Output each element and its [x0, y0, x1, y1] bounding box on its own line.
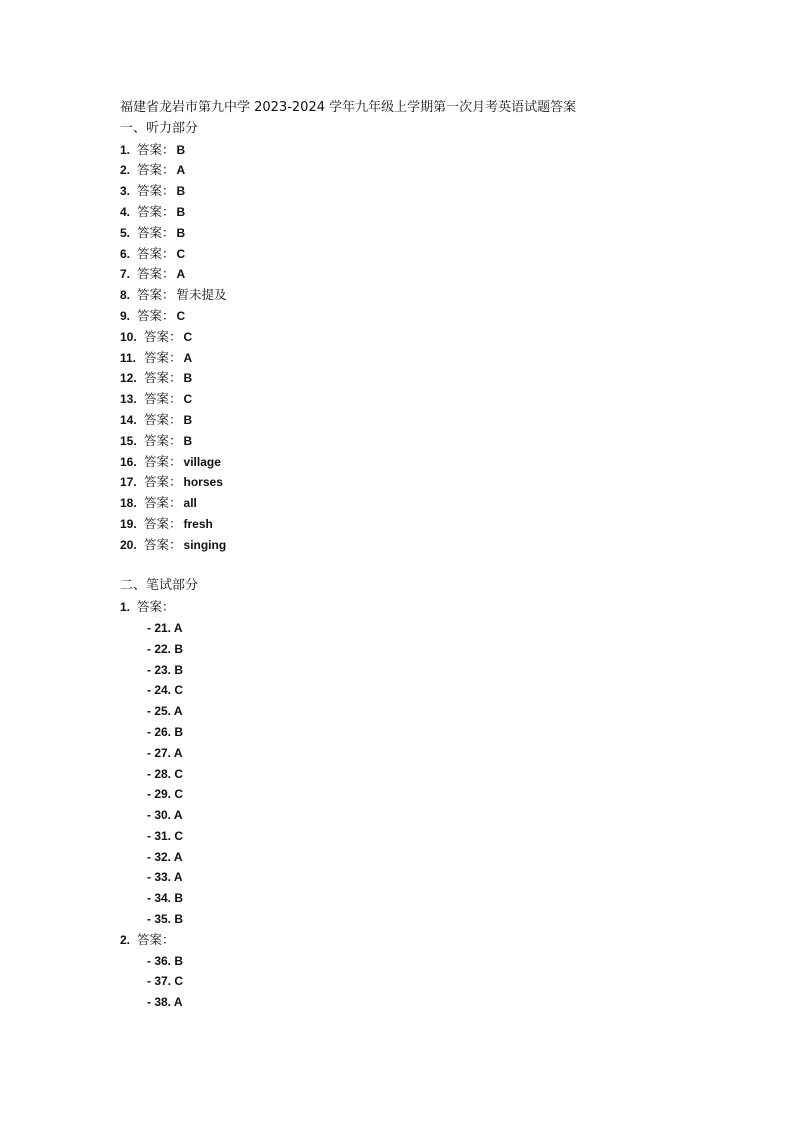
- answer-label: 答案：: [144, 328, 182, 344]
- answer-label: 答案：: [144, 474, 182, 490]
- item-number: 16.: [120, 454, 137, 469]
- answer-label: 答案：: [137, 183, 175, 199]
- answer-value: B: [183, 433, 193, 448]
- listening-answer-item: [120, 140, 740, 161]
- listening-answer-list: [120, 140, 740, 556]
- group-answer-label: 答案：: [137, 931, 175, 947]
- written-answer-subitem: - 22. B: [147, 641, 184, 656]
- answer-value: B: [176, 225, 186, 240]
- answer-label: 答案：: [144, 349, 182, 365]
- answer-value: C: [176, 246, 186, 261]
- item-number: 7.: [120, 267, 131, 282]
- written-group-header: [120, 597, 740, 618]
- listening-section-heading: 一、听力部分: [120, 120, 199, 136]
- answer-value: C: [176, 308, 186, 323]
- answer-value: 暂未提及: [176, 287, 227, 303]
- listening-answer-item: [120, 535, 740, 556]
- written-answer-subitem: - 32. A: [147, 849, 183, 864]
- written-answer-subitem: - 35. B: [147, 912, 184, 927]
- answer-value: C: [183, 329, 193, 344]
- answer-label: 答案：: [137, 307, 175, 323]
- item-number: 2.: [120, 163, 131, 178]
- written-answer-subitem: - 21. A: [147, 620, 183, 635]
- written-answer-subitem: - 25. A: [147, 704, 183, 719]
- answer-label: 答案：: [137, 266, 175, 282]
- answer-value: village: [183, 454, 221, 469]
- item-number: 8.: [120, 288, 131, 303]
- written-group-header: [120, 930, 740, 951]
- answer-label: 答案：: [144, 411, 182, 427]
- listening-answer-item: [120, 389, 740, 410]
- answer-label: 答案：: [137, 287, 175, 303]
- answer-value: B: [176, 142, 186, 157]
- written-answer-subitem: - 33. A: [147, 870, 183, 885]
- answer-label: 答案：: [137, 141, 175, 157]
- listening-answer-item: [120, 285, 740, 306]
- listening-answer-item: [120, 181, 740, 202]
- answer-value: fresh: [183, 516, 213, 531]
- answer-value: singing: [183, 537, 227, 552]
- answer-value: B: [176, 184, 186, 199]
- written-section-heading: 二、笔试部分: [120, 578, 199, 594]
- answer-value: B: [183, 412, 193, 427]
- listening-answer-item: [120, 514, 740, 535]
- answer-value: A: [183, 350, 193, 365]
- item-number: 3.: [120, 184, 131, 199]
- item-number: 9.: [120, 308, 131, 323]
- listening-answer-item: [120, 493, 740, 514]
- listening-answer-item: [120, 472, 740, 493]
- written-answer-subitem: - 37. C: [147, 974, 184, 989]
- item-number: 4.: [120, 204, 131, 219]
- item-number: 19.: [120, 516, 137, 531]
- answer-label: 答案：: [144, 536, 182, 552]
- answer-label: 答案：: [137, 162, 175, 178]
- answer-label: 答案：: [144, 432, 182, 448]
- answer-label: 答案：: [144, 391, 182, 407]
- item-number: 15.: [120, 433, 137, 448]
- item-number: 11.: [120, 350, 137, 365]
- listening-answer-item: [120, 410, 740, 431]
- item-number: 12.: [120, 371, 137, 386]
- listening-answer-item: [120, 348, 740, 369]
- answer-label: 答案：: [144, 495, 182, 511]
- item-number: 17.: [120, 475, 137, 490]
- item-number: 10.: [120, 329, 137, 344]
- listening-answer-item: [120, 264, 740, 285]
- answer-label: 答案：: [144, 370, 182, 386]
- written-answer-subitem: - 36. B: [147, 953, 184, 968]
- item-number: 20.: [120, 537, 137, 552]
- section-spacer: [120, 556, 740, 577]
- answer-value: B: [183, 371, 193, 386]
- listening-answer-item: [120, 160, 740, 181]
- listening-answer-item: [120, 452, 740, 473]
- written-answer-subitem: - 28. C: [147, 766, 184, 781]
- answer-value: all: [183, 496, 197, 511]
- answer-label: 答案：: [137, 203, 175, 219]
- listening-answer-item: [120, 244, 740, 265]
- answer-label: 答案：: [144, 453, 182, 469]
- answer-value: B: [176, 204, 186, 219]
- item-number: 13.: [120, 392, 137, 407]
- answer-value: horses: [183, 475, 223, 490]
- written-answer-subitem: - 23. B: [147, 662, 184, 677]
- group-number: 1.: [120, 600, 131, 615]
- written-answer-subitem: - 24. C: [147, 683, 184, 698]
- written-answer-subitem: - 29. C: [147, 787, 184, 802]
- answer-label: 答案：: [144, 515, 182, 531]
- answer-value: A: [176, 267, 186, 282]
- listening-answer-item: [120, 306, 740, 327]
- written-answer-subitem: - 30. A: [147, 808, 183, 823]
- answer-value: A: [176, 163, 186, 178]
- item-number: 5.: [120, 225, 131, 240]
- answer-label: 答案：: [137, 245, 175, 261]
- written-answer-list: [120, 597, 740, 1013]
- written-answer-subitem: - 34. B: [147, 891, 184, 906]
- group-answer-label: 答案：: [137, 599, 175, 615]
- written-answer-subitem: - 31. C: [147, 828, 184, 843]
- listening-answer-item: [120, 202, 740, 223]
- listening-answer-item: [120, 431, 740, 452]
- item-number: 1.: [120, 142, 131, 157]
- document-title: 福建省龙岩市第九中学 2023-2024 学年九年级上学期第一次月考英语试题答案: [120, 100, 577, 115]
- answer-label: 答案：: [137, 224, 175, 240]
- written-answer-subitem: - 38. A: [147, 995, 183, 1010]
- answer-value: C: [183, 392, 193, 407]
- item-number: 14.: [120, 412, 137, 427]
- written-answer-subitem: - 27. A: [147, 745, 183, 760]
- listening-answer-item: [120, 327, 740, 348]
- item-number: 6.: [120, 246, 131, 261]
- answer-document: [120, 98, 740, 1013]
- listening-answer-item: [120, 223, 740, 244]
- group-number: 2.: [120, 932, 131, 947]
- item-number: 18.: [120, 496, 137, 511]
- written-answer-subitem: - 26. B: [147, 724, 184, 739]
- listening-answer-item: [120, 368, 740, 389]
